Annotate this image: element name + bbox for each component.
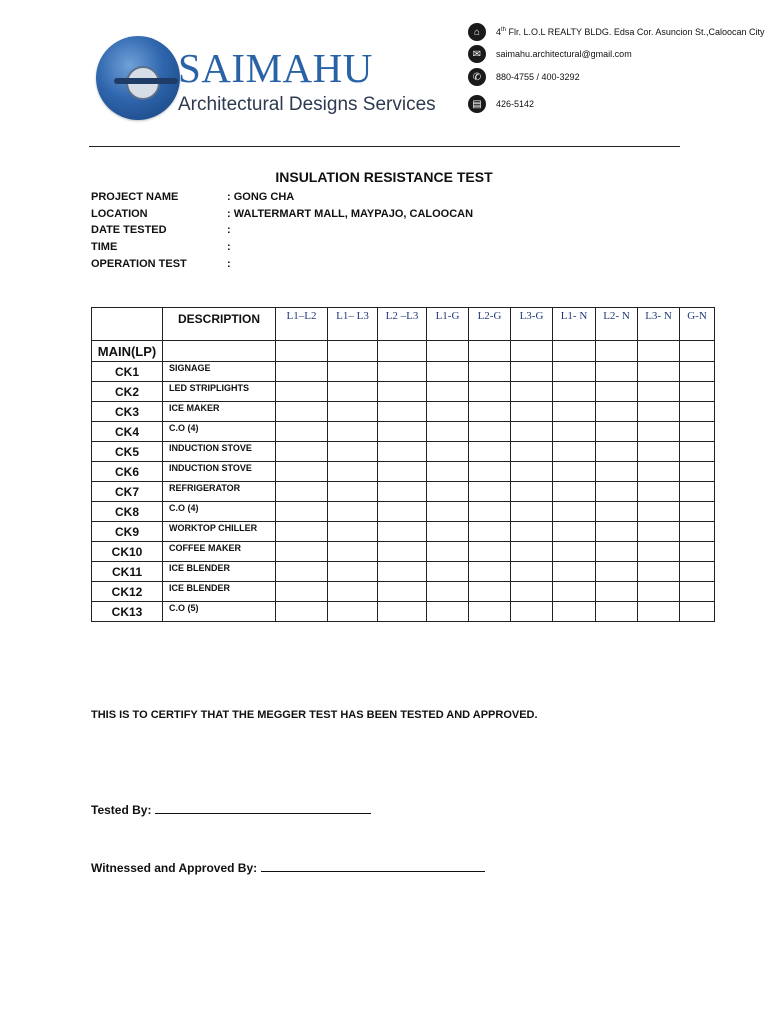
table-cell[interactable]: [469, 582, 511, 602]
header-l1-l3: L1– L3: [328, 308, 378, 341]
phone-icon: ✆: [468, 68, 486, 86]
table-row: [92, 462, 715, 482]
contact-address: [468, 22, 765, 42]
address-text: [496, 27, 764, 37]
table-cell[interactable]: [511, 422, 553, 442]
table-cell[interactable]: [378, 502, 427, 522]
table-cell[interactable]: [427, 402, 469, 422]
table-cell[interactable]: [276, 362, 328, 382]
table-cell[interactable]: [328, 382, 378, 402]
header-description: DESCRIPTION: [163, 308, 276, 341]
table-row-main: [92, 341, 715, 362]
mail-icon: ✉: [468, 45, 486, 63]
table-cell[interactable]: [328, 562, 378, 582]
table-cell[interactable]: [553, 341, 596, 362]
main-row-label: MAIN(LP): [92, 341, 163, 362]
table-cell[interactable]: [469, 602, 511, 622]
table-cell[interactable]: [511, 502, 553, 522]
table-cell[interactable]: [511, 602, 553, 622]
home-icon: ⌂: [468, 23, 486, 41]
tested-by-label: Tested By:: [91, 803, 152, 817]
table-cell[interactable]: [680, 562, 715, 582]
table-cell[interactable]: [378, 562, 427, 582]
table-row: [92, 382, 715, 402]
table-cell[interactable]: [427, 341, 469, 362]
table-cell[interactable]: [427, 582, 469, 602]
circuit-id: CK7: [92, 482, 163, 502]
table-cell[interactable]: [553, 362, 596, 382]
table-cell[interactable]: [596, 462, 638, 482]
table-cell[interactable]: [378, 442, 427, 462]
table-cell[interactable]: [469, 562, 511, 582]
table-cell[interactable]: [427, 602, 469, 622]
table-cell[interactable]: [378, 382, 427, 402]
table-cell[interactable]: [276, 402, 328, 422]
table-row: [92, 362, 715, 382]
table-cell[interactable]: [328, 522, 378, 542]
table-cell[interactable]: [328, 341, 378, 362]
table-cell[interactable]: [638, 462, 680, 482]
table-cell[interactable]: [469, 502, 511, 522]
circuit-description: C.O (4): [163, 502, 276, 522]
table-cell[interactable]: [638, 562, 680, 582]
table-header-row: [92, 308, 715, 341]
logo-emblem-bar: [114, 78, 178, 84]
table-cell[interactable]: [680, 362, 715, 382]
circuit-id: CK1: [92, 362, 163, 382]
table-cell[interactable]: [680, 402, 715, 422]
table-row: [92, 502, 715, 522]
table-cell[interactable]: [378, 402, 427, 422]
circuit-id: CK3: [92, 402, 163, 422]
table-cell[interactable]: [328, 422, 378, 442]
table-cell[interactable]: [596, 562, 638, 582]
table-cell[interactable]: [553, 502, 596, 522]
circuit-description: INDUCTION STOVE: [163, 442, 276, 462]
table-cell[interactable]: [511, 582, 553, 602]
table-cell[interactable]: [276, 422, 328, 442]
table-cell[interactable]: [553, 522, 596, 542]
table-cell[interactable]: [378, 422, 427, 442]
table-cell[interactable]: [638, 502, 680, 522]
table-cell[interactable]: [328, 462, 378, 482]
table-cell[interactable]: [469, 402, 511, 422]
table-cell[interactable]: [276, 502, 328, 522]
tested-by-line: [91, 802, 371, 817]
table-cell[interactable]: [378, 522, 427, 542]
table-cell[interactable]: [427, 522, 469, 542]
fax-text: 426-5142: [496, 99, 535, 109]
table-cell[interactable]: [469, 362, 511, 382]
info-label: LOCATION: [91, 208, 148, 220]
table-cell[interactable]: [511, 482, 553, 502]
table-cell[interactable]: [427, 482, 469, 502]
table-cell[interactable]: [469, 382, 511, 402]
table-cell[interactable]: [378, 362, 427, 382]
circuit-id: CK9: [92, 522, 163, 542]
info-value: :: [227, 258, 231, 270]
table-cell[interactable]: [596, 502, 638, 522]
table-cell[interactable]: [276, 482, 328, 502]
witnessed-by-line: [91, 860, 485, 875]
table-cell[interactable]: [596, 362, 638, 382]
header-g-n: G-N: [680, 308, 715, 341]
table-cell[interactable]: [328, 582, 378, 602]
circuit-id: CK2: [92, 382, 163, 402]
header-l1-n: L1- N: [553, 308, 596, 341]
table-row: [92, 422, 715, 442]
table-cell[interactable]: [596, 582, 638, 602]
email-text[interactable]: saimahu.architectural@gmail.com: [496, 49, 632, 59]
table-cell[interactable]: [680, 442, 715, 462]
table-cell[interactable]: [596, 382, 638, 402]
table-row: [92, 582, 715, 602]
table-cell[interactable]: [596, 522, 638, 542]
table-cell[interactable]: [276, 562, 328, 582]
table-cell[interactable]: [638, 442, 680, 462]
table-cell[interactable]: [469, 341, 511, 362]
table-cell[interactable]: [427, 442, 469, 462]
document-title: INSULATION RESISTANCE TEST: [275, 169, 493, 185]
circuit-description: C.O (5): [163, 602, 276, 622]
table-cell[interactable]: [328, 442, 378, 462]
circuit-id: CK12: [92, 582, 163, 602]
circuit-description: ICE BLENDER: [163, 582, 276, 602]
table-row: [92, 562, 715, 582]
table-cell[interactable]: [511, 341, 553, 362]
table-cell[interactable]: [276, 522, 328, 542]
circuit-id: CK13: [92, 602, 163, 622]
table-cell[interactable]: [638, 422, 680, 442]
table-row: [92, 522, 715, 542]
table-cell[interactable]: [469, 422, 511, 442]
table-row: [92, 442, 715, 462]
contact-email: [468, 44, 760, 64]
header-blank: [92, 308, 163, 341]
table-cell[interactable]: [276, 341, 328, 362]
table-cell[interactable]: [553, 462, 596, 482]
circuit-description: INDUCTION STOVE: [163, 462, 276, 482]
table-cell[interactable]: [596, 542, 638, 562]
circuit-description: WORKTOP CHILLER: [163, 522, 276, 542]
circuit-description: ICE MAKER: [163, 402, 276, 422]
address-rest: Flr. L.O.L REALTY BLDG. Edsa Cor. Asuncion St.,Caloocan City: [506, 27, 765, 37]
fax-icon: ▤: [468, 95, 486, 113]
circuit-id: CK11: [92, 562, 163, 582]
table-cell[interactable]: [680, 422, 715, 442]
table-row: [92, 602, 715, 622]
table-cell[interactable]: [596, 422, 638, 442]
table-cell[interactable]: [328, 602, 378, 622]
circuit-id: CK5: [92, 442, 163, 462]
table-cell[interactable]: [638, 402, 680, 422]
table-cell[interactable]: [378, 482, 427, 502]
table-cell[interactable]: [328, 482, 378, 502]
circuit-id: CK4: [92, 422, 163, 442]
header-divider: [89, 146, 680, 147]
table-cell[interactable]: [427, 462, 469, 482]
address-ordinal: th: [501, 27, 507, 33]
table-row: [92, 402, 715, 422]
table-cell[interactable]: [328, 362, 378, 382]
table-cell[interactable]: [553, 442, 596, 462]
table-cell[interactable]: [276, 542, 328, 562]
table-cell[interactable]: [469, 522, 511, 542]
table-cell[interactable]: [427, 502, 469, 522]
table-cell[interactable]: [328, 502, 378, 522]
circuit-id: CK10: [92, 542, 163, 562]
header-l3-g: L3-G: [511, 308, 553, 341]
circuit-description: ICE BLENDER: [163, 562, 276, 582]
table-cell[interactable]: [427, 422, 469, 442]
table-cell[interactable]: [553, 482, 596, 502]
table-cell[interactable]: [638, 602, 680, 622]
table-cell[interactable]: [638, 522, 680, 542]
table-cell[interactable]: [553, 562, 596, 582]
contact-phone: [468, 67, 760, 87]
circuit-id: CK8: [92, 502, 163, 522]
phone-text: 880-4755 / 400-3292: [496, 72, 580, 82]
header-l2-n: L2- N: [596, 308, 638, 341]
table-row: [92, 482, 715, 502]
witnessed-by-label: Witnessed and Approved By:: [91, 861, 258, 875]
table-cell[interactable]: [596, 341, 638, 362]
company-tagline: Architectural Designs Services: [178, 94, 436, 115]
header-l1-l2: L1–L2: [276, 308, 328, 341]
header-l2-g: L2-G: [469, 308, 511, 341]
circuit-description: REFRIGERATOR: [163, 482, 276, 502]
table-cell[interactable]: [638, 341, 680, 362]
table-cell[interactable]: [553, 582, 596, 602]
circuit-id: CK6: [92, 462, 163, 482]
table-cell[interactable]: [553, 422, 596, 442]
insulation-test-table: [91, 307, 715, 622]
table-cell[interactable]: [680, 382, 715, 402]
table-cell[interactable]: [469, 462, 511, 482]
table-cell[interactable]: [511, 402, 553, 422]
table-cell[interactable]: [680, 462, 715, 482]
table-cell[interactable]: [596, 482, 638, 502]
table-cell[interactable]: [427, 562, 469, 582]
info-value: :: [227, 241, 231, 253]
info-label: DATE TESTED: [91, 224, 167, 236]
table-cell[interactable]: [511, 362, 553, 382]
company-name: SAIMAHU: [178, 45, 373, 91]
table-cell[interactable]: [638, 582, 680, 602]
table-cell[interactable]: [328, 402, 378, 422]
table-cell[interactable]: [511, 442, 553, 462]
info-label: TIME: [91, 241, 118, 253]
table-row: [92, 542, 715, 562]
table-cell[interactable]: [511, 542, 553, 562]
table-cell[interactable]: [680, 341, 715, 362]
info-label: PROJECT NAME: [91, 191, 179, 203]
table-cell[interactable]: [427, 362, 469, 382]
header-l1-g: L1-G: [427, 308, 469, 341]
circuit-description: LED STRIPLIGHTS: [163, 382, 276, 402]
info-value: :: [227, 224, 231, 236]
info-value: : GONG CHA: [227, 191, 295, 203]
table-cell[interactable]: [276, 602, 328, 622]
table-cell[interactable]: [276, 582, 328, 602]
table-cell[interactable]: [638, 542, 680, 562]
table-cell[interactable]: [427, 542, 469, 562]
table-cell[interactable]: [378, 462, 427, 482]
circuit-description: SIGNAGE: [163, 362, 276, 382]
address-number: 4: [496, 27, 502, 37]
circuit-description: C.O (4): [163, 422, 276, 442]
table-cell[interactable]: [638, 382, 680, 402]
info-label: OPERATION TEST: [91, 258, 187, 270]
table-cell[interactable]: [553, 402, 596, 422]
table-cell[interactable]: [680, 522, 715, 542]
header-l3-n: L3- N: [638, 308, 680, 341]
table-cell[interactable]: [680, 602, 715, 622]
table-cell[interactable]: [469, 482, 511, 502]
table-cell[interactable]: [596, 402, 638, 422]
table-cell[interactable]: [378, 582, 427, 602]
table-cell[interactable]: [511, 462, 553, 482]
table-cell[interactable]: [469, 542, 511, 562]
table-cell[interactable]: [638, 362, 680, 382]
table-cell[interactable]: [553, 542, 596, 562]
header-l2-l3: L2 –L3: [378, 308, 427, 341]
table-cell[interactable]: [276, 382, 328, 402]
table-cell[interactable]: [553, 602, 596, 622]
table-cell[interactable]: [680, 502, 715, 522]
certification-statement: THIS IS TO CERTIFY THAT THE MEGGER TEST HAS BEEN TESTED AND APPROVED.: [91, 709, 538, 721]
table-cell[interactable]: [680, 482, 715, 502]
info-value: : WALTERMART MALL, MAYPAJO, CALOOCAN: [227, 208, 474, 220]
table-cell[interactable]: [328, 542, 378, 562]
table-cell[interactable]: [163, 341, 276, 362]
table-cell[interactable]: [511, 522, 553, 542]
table-cell[interactable]: [596, 602, 638, 622]
company-logo: [92, 32, 452, 128]
table-cell[interactable]: [680, 582, 715, 602]
table-cell[interactable]: [378, 602, 427, 622]
table-cell[interactable]: [638, 482, 680, 502]
contact-fax: [468, 94, 760, 114]
witnessed-by-signature-field[interactable]: [261, 860, 485, 872]
table-cell[interactable]: [276, 462, 328, 482]
table-cell[interactable]: [469, 442, 511, 462]
table-cell[interactable]: [596, 442, 638, 462]
table-cell[interactable]: [511, 382, 553, 402]
table-cell[interactable]: [511, 562, 553, 582]
table-cell[interactable]: [427, 382, 469, 402]
table-cell[interactable]: [378, 341, 427, 362]
logo-emblem-icon: [96, 36, 180, 120]
table-cell[interactable]: [378, 542, 427, 562]
table-cell[interactable]: [680, 542, 715, 562]
circuit-description: COFFEE MAKER: [163, 542, 276, 562]
tested-by-signature-field[interactable]: [155, 802, 371, 814]
table-cell[interactable]: [553, 382, 596, 402]
table-cell[interactable]: [276, 442, 328, 462]
